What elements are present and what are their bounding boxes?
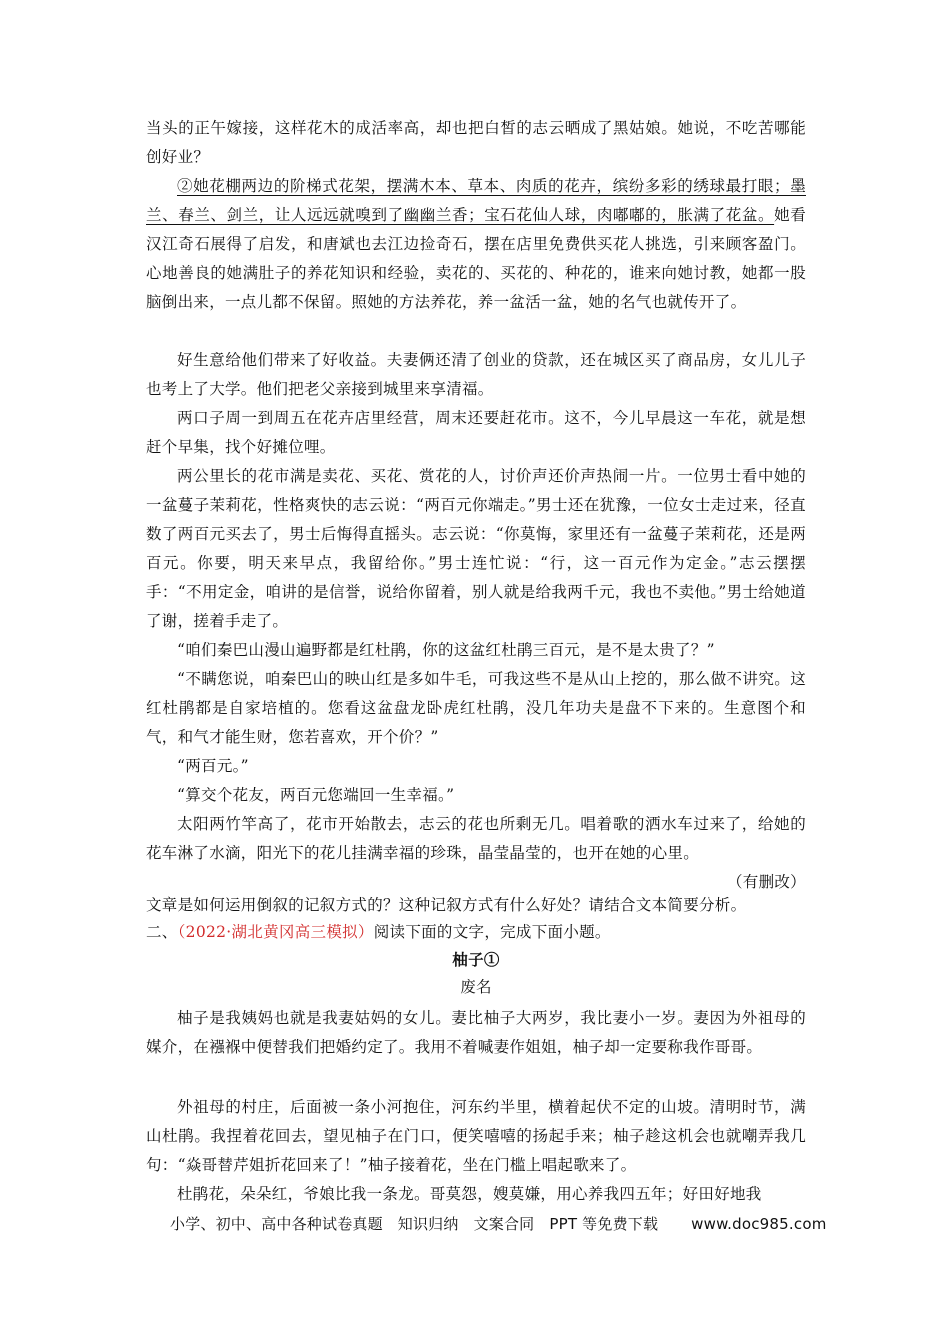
footer-item: 小学、初中、高中各种试卷真题	[170, 1215, 383, 1233]
footer-item: 文案合同	[473, 1215, 535, 1233]
paragraph-text: 她看汉江奇石展得了启发，和唐斌也去江边捡奇石，摆在店里免费供买花人挑选，引来顾客盈门。心地善良的她满肚子的养花知识和经验，卖花的、买花的、种花的，谁来向她讨教，她都一股脑倒出来，一点儿都不保留。照她的方法养花，养一盆活一盆，她的名气也就传开了。	[146, 206, 806, 311]
edit-note: （有删改）	[726, 873, 806, 891]
article-author: 废名	[460, 978, 492, 996]
question: 文章是如何运用倒叙的记叙方式的？这种记叙方式有什么好处？请结合文本简要分析。	[146, 896, 747, 914]
footer-item: PPT 等免费下载	[549, 1215, 659, 1233]
paragraph: 太阳两竹竿高了，花市开始散去，志云的花也所剩无几。唱着歌的洒水车过来了，给她的花车淋了水滴，阳光下的花儿挂满幸福的珍珠，晶莹晶莹的，也开在她的心里。	[146, 815, 806, 862]
paragraph: 两口子周一到周五在花卉店里经营，周末还要赶花市。这不，今儿早晨这一车花，就是想赶个早集，找个好摊位哩。	[146, 409, 806, 456]
article-title: 柚子①	[452, 950, 500, 969]
paragraph: “咱们秦巴山漫山遍野都是红杜鹃，你的这盆红杜鹃三百元，是不是太贵了？”	[177, 641, 715, 659]
section-heading	[146, 918, 806, 947]
section-number: 二、	[146, 923, 178, 941]
footer-item: 知识归纳	[397, 1215, 459, 1233]
paragraph	[146, 172, 806, 317]
paragraph: 柚子是我姨妈也就是我妻姑妈的女儿。妻比柚子大两岁，我比妻小一岁。妻因为外祖母的媒介，在襁褓中便替我们把婚约定了。我用不着喊妻作姐姐，柚子却一定要称我作哥哥。	[146, 1009, 806, 1056]
paragraph: 杜鹃花，朵朵红，爷娘比我一条龙。哥莫怨，嫂莫嫌，用心养我四五年；好田好地我	[177, 1185, 762, 1203]
paragraph: 当头的正午嫁接，这样花木的成活率高，却也把白皙的志云晒成了黑姑娘。她说，不吃苦哪能创好业？	[146, 119, 806, 166]
page-footer	[170, 1213, 837, 1234]
paragraph: “算交个花友，两百元您端回一生幸福。”	[177, 786, 455, 804]
underlined-sentence: ②她花棚两边的阶梯式花架，摆满木本、草本、肉质的花卉，缤纷多彩的绣球最打眼；墨兰、春兰、剑兰，让人远远就嗅到了幽幽兰香；宝石花仙人球，肉嘟嘟的，胀满了花盆。	[146, 177, 806, 224]
paragraph: 两公里长的花市满是卖花、买花、赏花的人，讨价声还价声热闹一片。一位男士看中她的一盆蔓子茉莉花，性格爽快的志云说：“两百元你端走。”男士还在犹豫，一位女士走过来，径直数了两百元买去了，男士后悔得直摇头。志云说：“你莫悔，家里还有一盆蔓子茉莉花，还是两百元。你要，明天来早点，我留给你。”男士连忙说：“行，这一百元作为定金。”志云摆摆手：“不用定金，咱讲的是信誉，说给你留着，别人就是给我两千元，我也不卖他。”男士给她道了谢，搓着手走了。	[146, 467, 806, 630]
footer-url[interactable]: www.doc985.com	[691, 1215, 827, 1233]
paragraph: 外祖母的村庄，后面被一条小河抱住，河东约半里，横着起伏不定的山坡。清明时节，满山杜鹃。我捏着花回去，望见柚子在门口，便笑嘻嘻的扬起手来；柚子趁这机会也就嘲弄我几句：“焱哥替芹姐折花回来了！”柚子接着花，坐在门槛上唱起歌来了。	[146, 1098, 806, 1174]
paragraph: 好生意给他们带来了好收益。夫妻俩还清了创业的贷款，还在城区买了商品房，女儿儿子也考上了大学。他们把老父亲接到城里来享清福。	[146, 351, 806, 398]
instruction: 阅读下面的文字，完成下面小题。	[373, 923, 611, 941]
source-tag: （2022·湖北黄冈高三模拟）	[177, 923, 374, 941]
paragraph: “两百元。”	[177, 757, 249, 775]
paragraph: “不瞒您说，咱秦巴山的映山红是多如牛毛，可我这些不是从山上挖的，那么做不讲究。这红杜鹃都是自家培植的。您看这盆盘龙卧虎红杜鹃，没几年功夫是盘不下来的。生意图个和气，和气才能生财，您若喜欢，开个价？”	[146, 670, 806, 746]
